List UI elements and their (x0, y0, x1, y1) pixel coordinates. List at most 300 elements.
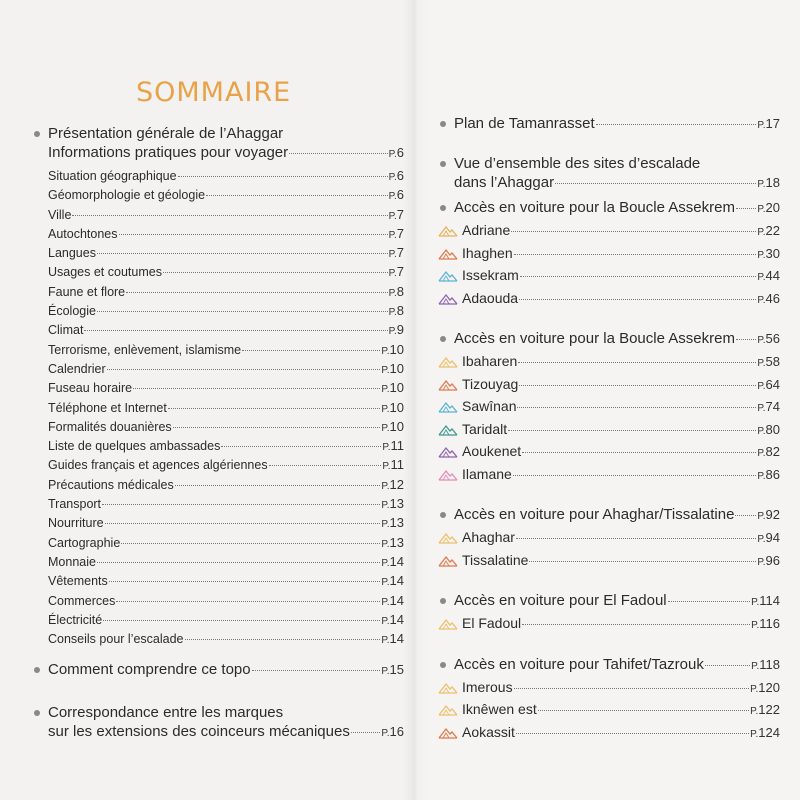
page-number (757, 441, 780, 466)
toc-subentry[interactable] (30, 262, 404, 281)
leader-dots (97, 561, 380, 563)
leader-dots (529, 560, 756, 562)
page-prefix: P. (757, 380, 766, 392)
leader-dots (175, 484, 381, 486)
site-label: Adriane (462, 222, 511, 238)
page-prefix: P. (751, 620, 760, 631)
toc-entry-vue-line1: Vue d’ensemble des sites d’escalade (454, 155, 701, 172)
toc-entry-topo[interactable] (30, 660, 404, 681)
mountain-icon (438, 293, 458, 305)
page-prefix: P. (757, 534, 766, 545)
page-number (381, 533, 404, 554)
page-value: 8 (396, 303, 404, 319)
toc-entry-correspondance[interactable] (30, 703, 404, 743)
page-prefix: P. (750, 728, 759, 740)
page-number (381, 340, 404, 361)
page-number (389, 320, 404, 341)
page-value: 7 (396, 225, 404, 241)
page-prefix: P. (381, 480, 390, 492)
page-number (381, 591, 404, 612)
leader-dots (252, 669, 381, 671)
toc-subentry[interactable] (30, 591, 404, 610)
page-value: 124 (758, 724, 780, 740)
page-number (757, 198, 780, 219)
page-value: 10 (389, 418, 404, 434)
leader-dots (511, 230, 756, 232)
site-label: Ahaghar (462, 529, 515, 545)
access-section-label: Accès en voiture pour la Boucle Assekrem (454, 330, 735, 347)
page-value: 120 (758, 679, 780, 695)
page-prefix: P. (388, 210, 397, 222)
site-label: Tissalatine (462, 551, 529, 568)
site-entry[interactable] (436, 721, 780, 744)
toc-subentry[interactable] (30, 301, 404, 320)
mountain-icon (438, 379, 458, 391)
site-label: Ihaghen (462, 244, 513, 261)
page-number (382, 436, 404, 457)
page-number (389, 166, 404, 187)
page-value: 46 (765, 290, 780, 306)
toc-subentry[interactable] (30, 282, 404, 301)
page-prefix: P. (388, 326, 397, 338)
toc-subentry-label: Cartographie (48, 535, 121, 550)
toc-subentry-label: Transport (48, 497, 102, 512)
leader-dots (97, 310, 388, 312)
page-prefix: P. (381, 500, 390, 512)
toc-subentry-label: Situation géographique (48, 169, 177, 183)
page-value: 13 (389, 534, 404, 550)
site-label: Ibaharen (462, 353, 518, 369)
page-value: 9 (396, 322, 404, 338)
site-entry[interactable] (436, 676, 780, 699)
toc-subentry-label: Vêtements (48, 574, 108, 589)
page-prefix: P. (382, 461, 391, 473)
leader-dots (206, 194, 388, 196)
toc-subentry[interactable] (30, 378, 404, 397)
leader-dots (102, 503, 380, 505)
leader-dots (116, 600, 380, 602)
page-number (381, 513, 404, 534)
leader-dots (519, 298, 756, 300)
leader-dots (84, 329, 387, 331)
mountain-icon (438, 682, 458, 694)
toc-subentry-label: Géomorphologie et géologie (48, 188, 206, 203)
leader-dots (522, 623, 750, 625)
page-number (757, 396, 780, 421)
toc-subentry[interactable] (30, 475, 404, 494)
toc-subentry-label: Commerces (48, 593, 116, 608)
leader-dots (514, 687, 750, 689)
leader-dots (736, 338, 756, 340)
toc-subentry[interactable] (30, 359, 404, 378)
site-label: Issekram (462, 267, 519, 283)
toc-subentry-label: Faune et flore (48, 284, 126, 299)
page-number (750, 677, 780, 702)
mountain-icon (438, 248, 458, 260)
access-section[interactable] (436, 198, 780, 219)
leader-dots (173, 426, 381, 428)
leader-dots (514, 253, 757, 255)
page-number (389, 185, 404, 206)
toc-subentry-label: Calendrier (48, 361, 106, 376)
page-number (381, 398, 404, 419)
access-sections (436, 198, 780, 743)
page-prefix: P. (381, 403, 390, 415)
leader-dots (736, 207, 756, 209)
toc-subentry-label: Autochtones (48, 226, 118, 241)
page-value: 10 (389, 399, 404, 415)
mountain-icon (438, 555, 458, 567)
access-section[interactable] (436, 329, 780, 350)
page-prefix: P. (757, 511, 766, 522)
leader-dots (97, 252, 388, 254)
leader-dots (705, 664, 750, 666)
page-number (381, 378, 404, 399)
leader-dots (178, 175, 388, 177)
page-prefix: P. (757, 294, 766, 306)
page-value: 94 (765, 530, 780, 545)
page-value: 10 (389, 341, 404, 357)
leader-dots (107, 368, 381, 370)
toc-subentry-label: Téléphone et Internet (48, 400, 167, 415)
page-value: 12 (389, 476, 404, 492)
page-number (757, 243, 780, 268)
page-prefix: P. (757, 425, 766, 437)
page-prefix: P. (381, 519, 390, 531)
page-prefix: P. (388, 191, 397, 203)
toc-entry-correspondance-line2: sur les extensions des coinceurs mécaniques (48, 723, 350, 741)
page-value: 22 (765, 223, 780, 238)
toc-subentry[interactable] (30, 185, 404, 204)
page-value: 7 (396, 206, 404, 222)
toc-subentry-label: Usages et coutumes (48, 265, 162, 280)
leader-dots (513, 474, 757, 476)
site-entry[interactable] (436, 612, 780, 635)
leader-dots (518, 361, 756, 363)
leader-dots (555, 182, 756, 184)
page-prefix: P. (757, 470, 766, 482)
page-value: 14 (389, 573, 404, 589)
page-value: 116 (759, 616, 780, 631)
page-number: P.18 (757, 175, 780, 190)
leader-dots (668, 600, 750, 602)
page-prefix: P. (381, 596, 390, 608)
site-entry[interactable] (436, 373, 780, 396)
page-value: 82 (765, 444, 780, 459)
page-number (381, 359, 404, 380)
page-number (757, 550, 780, 575)
page-number (750, 699, 780, 724)
toc-subentry[interactable] (30, 224, 404, 243)
page-number (389, 282, 404, 303)
toc-subentry-label: Climat (48, 323, 84, 338)
toc-subentry-label: Liste de quelques ambassades (48, 439, 221, 454)
page-prefix: P. (388, 249, 397, 261)
leader-dots (121, 542, 380, 544)
page-value: 14 (389, 631, 404, 647)
site-label: Aoukenet (462, 443, 522, 459)
mountain-icon (438, 704, 458, 716)
page-prefix: P. (750, 706, 759, 717)
page-number (750, 722, 780, 747)
mountain-icon (438, 356, 458, 368)
page-value: 64 (765, 376, 780, 392)
leader-dots (517, 406, 756, 408)
mountain-icon (438, 618, 458, 630)
access-section-row (454, 655, 780, 676)
page-prefix: P. (381, 635, 390, 647)
page-number (757, 527, 780, 552)
leader-dots (168, 407, 381, 409)
page-prefix: P. (381, 422, 390, 434)
page-value: 118 (759, 656, 780, 672)
page-number (389, 262, 404, 283)
page-value: 7 (396, 245, 404, 261)
site-entry[interactable] (436, 242, 780, 265)
toc-subentry[interactable] (30, 243, 404, 262)
toc-entry-correspondance-line1: Correspondance entre les marques (48, 704, 284, 722)
page-number (751, 591, 780, 612)
toc-subentry[interactable] (30, 320, 404, 339)
site-entry[interactable] (436, 264, 780, 287)
page-number (389, 205, 404, 226)
page-prefix: P. (751, 660, 760, 672)
page-number (389, 301, 404, 322)
toc-subentry-label: Monnaie (48, 554, 96, 569)
page-number (757, 329, 780, 350)
access-section[interactable] (436, 505, 780, 526)
page-value: 20 (765, 200, 780, 215)
page-number (751, 613, 780, 638)
page-value: 58 (765, 354, 780, 369)
access-section-label: Accès en voiture pour El Fadoul (454, 592, 667, 609)
toc-subentry[interactable] (30, 455, 404, 474)
site-entry[interactable] (436, 698, 780, 721)
page-prefix: P. (381, 615, 390, 627)
site-entry[interactable] (436, 463, 780, 486)
mountain-icon (438, 446, 458, 458)
mountain-icon (438, 401, 458, 413)
page-prefix: P. (381, 577, 390, 589)
leader-dots (221, 445, 381, 447)
toc-subentry[interactable] (30, 340, 404, 359)
page-value: 6 (396, 168, 404, 183)
leader-dots (242, 349, 380, 351)
page-value: 11 (390, 438, 404, 454)
leader-dots (126, 291, 387, 293)
site-label: Ilamane (462, 465, 512, 482)
page-prefix: P. (751, 597, 760, 608)
leader-dots (163, 271, 388, 273)
page-value: 86 (765, 466, 780, 482)
toc-subentry-label: Écologie (48, 304, 96, 319)
page-prefix: P. (757, 448, 766, 459)
page-value: 96 (765, 552, 780, 568)
page-number: P.15 (381, 662, 404, 678)
site-label: Imerous (462, 678, 513, 695)
page-number (757, 419, 780, 444)
toc-entry-presentation[interactable] (30, 124, 404, 164)
page-prefix: P. (750, 683, 759, 695)
page-value: 13 (389, 515, 404, 531)
toc-subentry-label: Guides français et agences algériennes (48, 458, 268, 473)
toc-subentry-label: Fuseau horaire (48, 381, 133, 396)
page-prefix: P. (388, 268, 397, 280)
leader-dots (516, 537, 756, 539)
site-label: Sawînan (462, 398, 517, 414)
page-prefix: P. (382, 442, 391, 454)
page-prefix: P. (757, 227, 766, 238)
page-value: 44 (765, 268, 780, 283)
site-label: Adaouda (462, 289, 519, 306)
page-number (757, 265, 780, 290)
access-section-row (454, 198, 780, 219)
toc-subentry[interactable] (30, 571, 404, 590)
site-entry[interactable] (436, 549, 780, 572)
site-label: Taridalt (462, 420, 508, 437)
mountain-icon (438, 532, 458, 544)
leader-dots (351, 731, 381, 733)
toc-subentry-label: Précautions médicales (48, 477, 174, 492)
page-number (757, 288, 780, 313)
page-number (381, 610, 404, 631)
leader-dots (289, 152, 387, 154)
toc-subentry-label: Formalités douanières (48, 419, 172, 434)
page-value: 80 (765, 421, 780, 437)
page-prefix: P. (757, 249, 766, 261)
leader-dots (105, 522, 381, 524)
site-entry[interactable] (436, 219, 780, 242)
toc-subentry[interactable] (30, 513, 404, 532)
mountain-icon (438, 727, 458, 739)
toc-subentry-label: Terrorisme, enlèvement, islamisme (48, 342, 242, 357)
site-entry[interactable] (436, 350, 780, 373)
access-section-label: Accès en voiture pour la Boucle Assekrem (454, 199, 735, 216)
toc-subentry[interactable] (30, 166, 404, 185)
page-value: 13 (389, 496, 404, 512)
page-prefix: P. (388, 307, 397, 319)
site-label: El Fadoul (462, 615, 522, 631)
toc-entry-topo-label: Comment comprendre ce topo (48, 661, 251, 679)
toc-subentry[interactable] (30, 417, 404, 436)
leader-dots (538, 709, 749, 711)
page-number (389, 224, 404, 245)
leader-dots (109, 580, 381, 582)
page-prefix: P. (381, 364, 390, 376)
access-section-row (454, 505, 780, 526)
toc-entry-vue[interactable] (436, 154, 780, 194)
toc-entry-plan[interactable] (436, 114, 780, 135)
page-value: 74 (765, 399, 780, 414)
page-number (751, 655, 780, 676)
page-prefix: P. (757, 272, 766, 283)
toc-subentry[interactable] (30, 629, 404, 648)
leader-dots (735, 514, 756, 516)
book-gutter (404, 0, 428, 800)
access-section[interactable] (436, 591, 780, 612)
site-entry[interactable] (436, 526, 780, 549)
page-prefix: P. (388, 172, 397, 183)
mountain-icon (438, 225, 458, 237)
access-section-row (454, 591, 780, 612)
page-value: 30 (765, 245, 780, 261)
page-prefix: P. (757, 556, 766, 568)
leader-dots (516, 732, 749, 734)
page-number: P.16 (381, 724, 404, 740)
access-section-label: Accès en voiture pour Ahaghar/Tissalatine (454, 506, 735, 523)
page-number (757, 464, 780, 489)
toc-subentry[interactable] (30, 398, 404, 417)
page-value: 11 (390, 457, 404, 473)
page-prefix: P. (757, 403, 766, 414)
toc-subentry-label: Ville (48, 207, 72, 222)
toc-subentry[interactable] (30, 494, 404, 513)
access-section-row (454, 329, 780, 350)
site-entry[interactable] (436, 287, 780, 310)
leader-dots (185, 638, 381, 640)
right-toc-column (436, 114, 780, 743)
page-value: 114 (759, 593, 780, 608)
site-entry[interactable] (436, 440, 780, 463)
page-number (381, 417, 404, 438)
toc-subentry[interactable] (30, 610, 404, 629)
site-entry[interactable] (436, 395, 780, 418)
page-number (389, 243, 404, 264)
toc-subentry[interactable] (30, 552, 404, 571)
page-prefix: P. (381, 557, 390, 569)
page-number (381, 475, 404, 496)
page-value: 14 (389, 592, 404, 608)
leader-dots (103, 619, 380, 621)
page-prefix: P. (381, 538, 390, 550)
page-value: 7 (396, 264, 404, 280)
leader-dots (133, 387, 380, 389)
page-number (381, 494, 404, 515)
site-label: Aokassit (462, 723, 515, 740)
page-value: 10 (389, 360, 404, 376)
toc-subentry[interactable] (30, 533, 404, 552)
page-value: 122 (758, 702, 780, 717)
toc-subentry[interactable] (30, 205, 404, 224)
toc-sublist (30, 166, 404, 648)
leader-dots (519, 384, 756, 386)
page-prefix: P. (381, 384, 390, 396)
toc-subentry-label: Langues (48, 246, 96, 261)
page-title: SOMMAIRE (136, 77, 292, 108)
toc-subentry[interactable] (30, 436, 404, 455)
page-number (757, 351, 780, 376)
leader-dots (269, 464, 382, 466)
page-number (381, 629, 404, 650)
page-prefix: P. (757, 204, 766, 215)
toc-subentry-label: Conseils pour l’escalade (48, 632, 184, 647)
leader-dots (508, 429, 756, 431)
leader-dots (522, 451, 756, 453)
leader-dots (119, 233, 388, 235)
page-number: P.17 (757, 116, 780, 131)
page-number (381, 571, 404, 592)
page-value: 92 (765, 507, 780, 522)
page-number (382, 455, 404, 476)
access-section[interactable] (436, 655, 780, 676)
page-value: 8 (396, 283, 404, 299)
site-entry[interactable] (436, 418, 780, 441)
mountain-icon (438, 424, 458, 436)
leader-dots (596, 123, 757, 125)
page-number (757, 220, 780, 245)
page-number (381, 552, 404, 573)
page-prefix: P. (757, 335, 766, 346)
